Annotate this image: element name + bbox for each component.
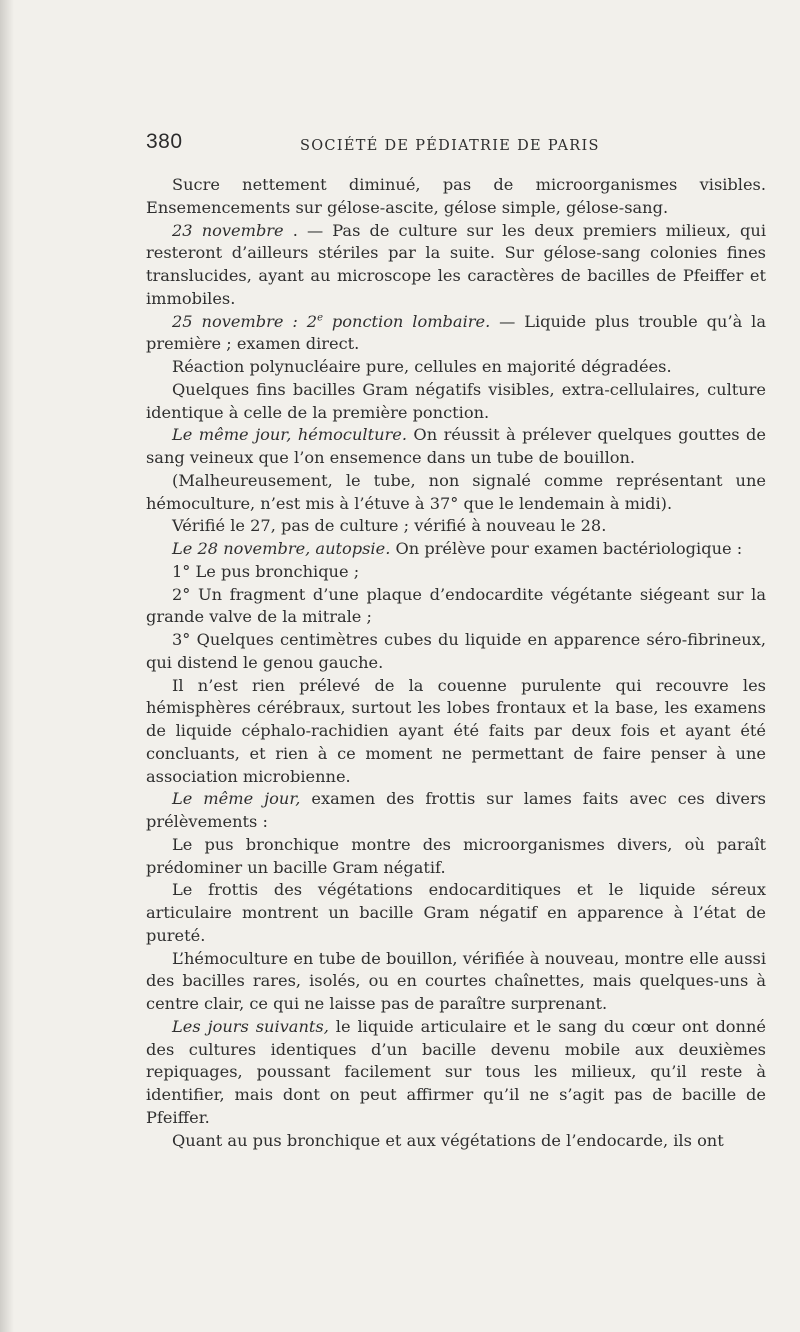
text-run: . — Pas de culture sur les deux premiers milieux, qui resteront d’ailleurs stériles par la suite. Sur gélose-sang colonies fines translucides, ayant au microscope les caractères de bacilles de Pfeiffer et immobiles. [146, 220, 766, 308]
paragraph [146, 538, 766, 561]
page-header [146, 130, 766, 160]
text-run: e [317, 312, 323, 324]
text-run: On prélève pour examen bactériologique : [390, 539, 743, 558]
paragraph [146, 584, 766, 630]
text-run: On réussit à prélever quelques gouttes de sang veineux que l’on ensemence dans un tube de bouillon. [146, 425, 766, 467]
paragraph [146, 834, 766, 880]
text-run: 25 novembre : 2 [172, 311, 318, 331]
paragraph [146, 379, 766, 425]
text-run: Vérifié le 27, pas de culture ; vérifié à nouveau le 28. [172, 516, 607, 536]
running-title: SOCIÉTÉ DE PÉDIATRIE DE PARIS [300, 138, 600, 154]
text-run: Les jours suivants, [172, 1016, 329, 1036]
text-run: le liquide articulaire et le sang du cœur ont donné des cultures identiques d’un bacille devenu mobile aux deuxièmes repiquages, poussant facilement sur tous les milieux, qu’il reste à identifier, mais dont on peut affirmer qu’il ne s’agit pas de bacille de Pfeiffer. [146, 1016, 766, 1127]
page-edge-shadow [0, 0, 14, 1332]
text-run: Quelques fins bacilles Gram négatifs visibles, extra-cellulaires, culture identique à celle de la première ponction. [146, 379, 766, 422]
text-run: Quant au pus bronchique et aux végétations de l’endocarde, ils ont [172, 1130, 724, 1150]
paragraph [146, 629, 766, 675]
paragraph [146, 220, 766, 311]
paragraph [146, 356, 766, 379]
body-text [146, 174, 766, 1152]
paragraph [146, 675, 766, 789]
text-run: 2° Un fragment d’une plaque d’endocardite végétante siégeant sur la grande valve de la mitrale ; [146, 584, 766, 627]
paragraph [146, 470, 766, 516]
paragraph [146, 948, 766, 1016]
text-run: — Liquide plus trouble qu’à la première ; examen direct. [146, 311, 767, 354]
page-number: 380 [146, 130, 183, 153]
text-run: Le même jour, [172, 789, 301, 809]
text-run: Le frottis des végétations endocarditiques et le liquide séreux articulaire montrent un bacille Gram négatif en apparence à l’état de pureté. [146, 880, 766, 945]
text-run: 3° Quelques centimètres cubes du liquide en apparence séro-fibrineux, qui distend le genou gauche. [146, 630, 766, 672]
paragraph [146, 311, 766, 357]
text-run: L’hémoculture en tube de bouillon, vérifiée à nouveau, montre elle aussi des bacilles rares, isolés, ou en courtes chaînettes, mais quelques-uns à centre clair, ce qui ne laisse pas de paraître surprenant. [146, 948, 766, 1013]
text-run: Il n’est rien prélevé de la couenne purulente qui recouvre les hémisphères cérébraux, surtout les lobes frontaux et la base, les examens de liquide céphalo-rachidien ayant été faits par deux fois et ayant été concluants, et rien à ce moment ne permettant de faire penser à une association microbienne. [146, 675, 766, 786]
paragraph [146, 515, 766, 538]
paragraph [146, 1130, 766, 1153]
text-run: Sucre nettement diminué, pas de microorganismes visibles. Ensemencements sur gélose-ascite, gélose simple, gélose-sang. [146, 175, 766, 217]
text-run: 1° Le pus bronchique ; [172, 561, 360, 581]
text-run: Le pus bronchique montre des microorganismes divers, où paraît prédominer un bacille Gram négatif. [146, 834, 766, 877]
text-run: ponction lombaire. [322, 311, 491, 331]
text-run: Le même jour, hémoculture. [172, 425, 407, 445]
text-run: examen des frottis sur lames faits avec ces divers prélèvements : [146, 789, 766, 831]
paragraph [146, 1016, 766, 1130]
paragraph [146, 174, 766, 220]
paragraph [146, 561, 766, 584]
paragraph [146, 424, 766, 470]
text-run: (Malheureusement, le tube, non signalé comme représentant une hémoculture, n’est mis à l’étuve à 37° que le lendemain à midi). [146, 470, 766, 513]
text-run: 23 novembre [172, 220, 284, 240]
paragraph [146, 879, 766, 947]
paragraph [146, 788, 766, 834]
text-run: Le 28 novembre, autopsie. [172, 539, 391, 558]
text-run: Réaction polynucléaire pure, cellules en majorité dégradées. [172, 357, 672, 376]
